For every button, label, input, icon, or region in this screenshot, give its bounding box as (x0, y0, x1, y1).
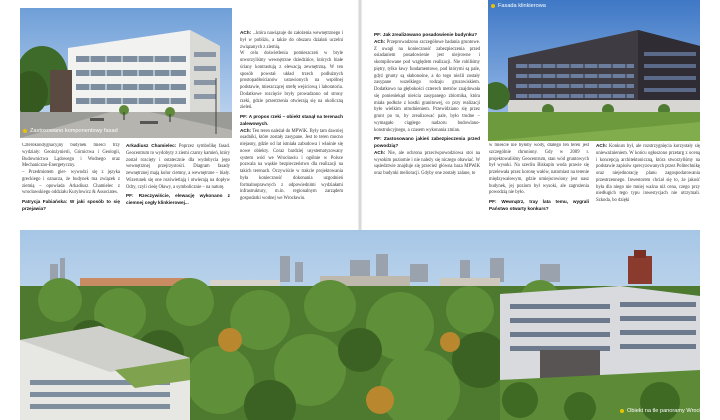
question-text: Zastosowano jakieś zabezpieczenia przed powodzią? (374, 136, 480, 148)
interview-question (374, 32, 480, 39)
question-text: W jaki sposób to się przejawia? (22, 199, 120, 211)
speaker-name: PF: (240, 114, 248, 119)
interview-question (240, 114, 343, 128)
caption-bullet-icon (491, 4, 495, 8)
interview-question (126, 193, 230, 207)
text-column-5 (489, 143, 589, 228)
caption-text: Zastosowano komponentowy fasad (30, 128, 118, 134)
paragraph (240, 128, 343, 203)
photo-clinker-facade (488, 0, 700, 141)
paragraph: w mieście nie byłoby wody, dlatego ten teren jest szczególnie chroniony. Gdy w 2009 r. projektowaliśmy Geocentrum, stan wód gruntowych był wysoki. Na szeciłu Biskupin woda prawie się przelewała przez koronę wałów, natomiast na terenie międzywałowym, gdzie umiejscowiony jest nasz budynek, jej poziom był wysoki, ale zagrożenia powodzią nie było. (489, 143, 589, 196)
speaker-name: PF: (374, 32, 382, 37)
question-text: Wewnątrz, tray lata temu, wygrali Państwo otwarty konkurs? (489, 199, 589, 211)
speaker-name: ACh: (374, 38, 386, 44)
speaker-name: PF: (374, 136, 382, 142)
answer-text: Nie, ale ochrona przeciwpowodziowa stoi na wysokim poziomie i nie należy się niczego obawiać. W sąsiedztwie znajduje się przecież główna baza MPWiK oraz budynki melioracji. Gdyby one zostały zalane, to (374, 150, 480, 176)
question-text: Jak zrealizowano posadowienie budynku? (381, 32, 478, 37)
paragraph (374, 150, 480, 178)
speaker-name: ACh: (374, 149, 386, 155)
paragraph (596, 143, 700, 205)
speaker-name: ACh: (596, 143, 608, 148)
speaker-name: Patrycja Fabiańska: (22, 199, 68, 204)
speaker-name: ACh: (240, 127, 252, 133)
question-text: A propos rzeki – obiekt stanął na terenach zalewowych. (240, 114, 343, 126)
text-column-3 (240, 30, 343, 228)
paragraph (126, 143, 230, 191)
caption-text: Fasada klinkierowa (498, 3, 546, 9)
interview-question (489, 199, 589, 213)
paragraph (374, 39, 480, 135)
caption-bullet-icon (620, 409, 624, 413)
photo-building-courtyard (20, 8, 232, 138)
paragraph: W celu doświetlenia pomieszczeń w bryle utworzyliśmy wewnętrzne dziedzińce, których białe ściany kontrastują z elewacją zewnętrzną. W ten sposób powstał układ trzech podłużnych prostopadłościanów ustawionych na wspólnej podstawie, mieszczącej strefę wejściową i laboratoria. Dodatkowe rozcięcie bryły prowadzono od strony rzeki, gdzie przestrzenia otwierają się na okoliczną zieleń. (240, 51, 343, 111)
interview-question (22, 199, 120, 213)
text-column-6 (596, 143, 700, 228)
answer-text: Poprzez symbolikę fasad. Geocentrum to wydobyty z ziemi czarny kamień, który został rozcięty i ostatecznie dla wydobycia jego wewnętrznej przejrzystości. Diagram fasady zewnętrznej mają kolor ciemny, a wewnętrzne – biały. Wizerunek się one rozświetlają i otwierają na dopływ Odry, czyli cieśę Oławy, a symbolicznie – na naturę. (126, 144, 230, 190)
building-courtyard-image (20, 8, 232, 138)
answer-text: Przeprowadzono szczegółowe badania gruntowe. Z uwagi na konieczność zabezpieczenia przed osiadaniem posadowienie jest niejrowne i skompilowane pod względem realizacji. Nie robiliśmy piętry, tylko ławy fundamentowe, pod którymi są pale, gdyż grunty są słabonośne, a do tego nieźli zostały zasypane wszelkiego rodzaju gruzowiskiem. Dodatkowo na głębokości czterech metrów znajdowała się ponieniekąd nieścia zasypanego zbiornika, która miała podłoże z kostki granitowej, co przy realizacji było wielkim utrudnieniem. Przewidziano się przez grunt po to, by zrealizować pale, było trudne – wymagało ciągłego nadzoru budowlano-konstrukcyjnego, a czasem wykonania zmian. (374, 39, 480, 133)
answer-text: ...która nawiązuje do założenia wewnętrznego i był w pobliżu, a także do obszaru działań uczelni związanych z ziemią. (240, 31, 343, 50)
speaker-name: ACh: (240, 30, 252, 35)
paragraph: – Przedmiotem gier- wywodzi się z języka greckiego i oznacza, że budynek ma związek z ziemią – opowiada Arkadiusz Chamielec z wrocławskiego oddziału Kurylowicz & Associates. (22, 170, 120, 196)
clinker-facade-image (488, 0, 700, 141)
text-column-1 (22, 143, 120, 228)
interview-question (374, 136, 480, 150)
answer-text: Konkurs był, ale rozstrzygnięcia korzystały się unieważnieniem. W końcu ogłoszono przetarg z oceną i koncepcją architektoniczną, która stworzyliśmy na podstawie zapisów sprecyzowanych przez Politechnikę oraz niejednorację planu zagospodarowania przestrzennego. Inwestorem chciał się to, że jakość była dla niego nie mniej ważna niż cena, czego przy niedługich tego typu inwestycjach nie utrzymali. Szkoda, bo dzięki (596, 144, 700, 203)
city-panorama-image (20, 230, 700, 420)
text-column-2 (126, 143, 230, 228)
answer-text: Ten teren należał do MPWiK. Były tam dawniej osadniki, które zostały zasypane. Jest to teren mocno niejasny, gdzie od lat istniała zabudowa i właśnie się nowe obiekty. Coraz bardziej usystematyzowany system wód we Wrocławiu i ogólnie w Polsce pozwala na wąskie bezpieczeństwo dla realizacji na takich terenach. Oczywiście w trakcie projektowania była konieczność dokonania uzgodnień formalnoprawnych z odpowiednimi wydziałami infrastruktury, m.in. regionalnym zarządem gospodarki wodnej we Wrocławiu. (240, 128, 343, 201)
photo-city-panorama (20, 230, 700, 420)
caption-photo-right (491, 3, 546, 9)
speaker-name: PF: (126, 193, 134, 199)
caption-text: Obiekt na tle panoramy Wrocławia (627, 408, 713, 414)
caption-bullet-icon (23, 129, 27, 133)
text-column-4 (374, 30, 480, 228)
caption-photo-left (23, 128, 118, 134)
speaker-name: PF: (489, 199, 497, 204)
speaker-name: Arkadiusz Chamielec: (126, 143, 177, 148)
paragraph (240, 30, 343, 51)
question-text: Rzeczywiście, elewację wykonano z ciemnej cegły klinkierowej... (126, 193, 230, 205)
paragraph: Czterokondygnacyjny budynek mieści trzy wydziały: Geoinżynierii, Górnictwa i Geologii, Budownictwa Lądowego i Wodnego oraz Mechaniczno-Energetyczny. (22, 143, 120, 169)
caption-panorama (620, 408, 712, 414)
